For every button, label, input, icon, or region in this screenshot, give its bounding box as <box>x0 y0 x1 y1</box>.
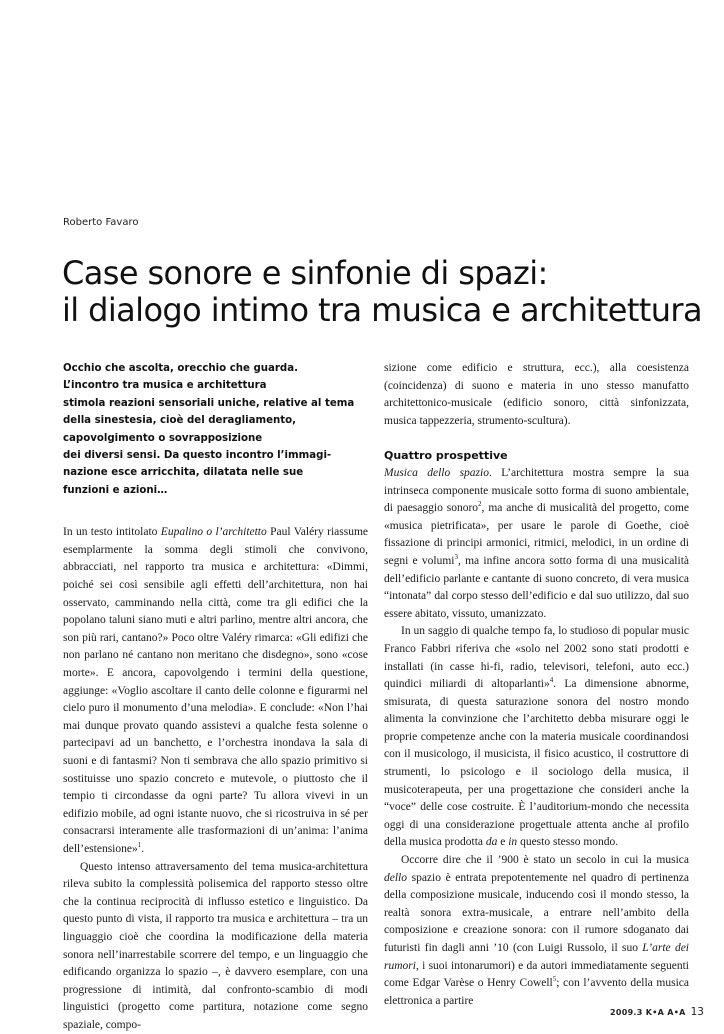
left-column <box>63 360 368 1034</box>
abstract-line: capovolgimento o sovrapposizione <box>63 432 263 444</box>
text-run: . La dimensione abnorme, smisurata, di questa saturazione sonora del nostro mondo alimenta la convinzione che l’architetto debba misurare oggi le proprie competenze anche con la materia musicale coordinandosi con il musicologo, il musicista, il fisico acustico, il costruttore di strumenti, lo psicologo e il sociologo della musica, il musicoterapeuta, per una progettazione che consideri anche la “voce” delle cose costruite. È l’auditorium-mondo che necessita oggi di una considerazione progettuale attenta anche al profilo della musica prodotta <box>384 678 689 849</box>
body-paragraph: Questo intenso attraversamento del tema musica-architettura rileva subito la complessità polisemica del rapporto stesso oltre che la continua reciprocità di influsso estetico e linguistico. Da questo punto di vista, il rapporto tra musica e architettura – tra un linguaggio cioè che coordina la modificazione della materia sonora nell’inarrestabile scorrere del tempo, e un linguaggio che edificando organizza lo spazio –, è davvero esemplare, con una progressione di intimità, dal confronto-scambio di modi linguistici (progetto come partitura, notazione come segno spaziale, compo- <box>63 860 368 1031</box>
abstract-line: della sinestesia, cioè del deragliamento, <box>63 415 297 427</box>
footnote-ref: 4 <box>549 676 554 685</box>
abstract-line: stimola reazioni sensoriali uniche, relative al tema <box>63 397 355 409</box>
text-run: , ma infine ancora sotto forma di una musicalità dell’edificio parlante e cantante di suono concreto, di vera musica “intonata” dal corpo stesso dell’edificio e dal suo utilizzo, dal suo essere abitato, vissuto, umanizzato. <box>384 554 689 620</box>
body-paragraph <box>384 465 689 623</box>
italic-word: dello <box>384 871 407 884</box>
text-run: In un saggio di qualche tempo fa, lo studioso di popular music Franco Fabbri riferiva che «solo nel 2002 sono stati prodotti e installati (in casse hi-fi, radio, televisori, telefoni, auto ecc.) quindici miliardi di altoparlanti» <box>384 625 689 691</box>
footnote-ref: 1 <box>137 841 142 850</box>
title-line-2: il dialogo intimo tra musica e architettura <box>62 291 702 329</box>
body-paragraph <box>63 524 368 858</box>
body-paragraph <box>384 852 689 1010</box>
text-run: , i suoi intonarumori) e da autori immediatamente seguenti come Edgar Varèse o Henry Cowell <box>384 959 689 990</box>
issue-label: 2009.3 K•A A•A <box>609 1008 686 1017</box>
text-run: e <box>497 836 509 849</box>
article-title <box>62 255 702 329</box>
page-number: 13 <box>690 1006 704 1018</box>
text-run: ; con l’avvento della musica elettronica a partire <box>384 977 689 1007</box>
author-name: Roberto Favaro <box>63 217 139 228</box>
abstract <box>63 360 368 499</box>
abstract-line: L’incontro tra musica e architettura <box>63 380 267 392</box>
page-footer <box>610 1000 704 1019</box>
text-run: spazio è entrata prepotentemente nel quadro di pertinenza della composizione musicale, inducendo così il mondo stesso, la realtà sonora extra-musicale, a entrare nell’ambito della composizione e creazione sonora: con il rumore sdoganato dai futuristi fin dagli anni ’10 (con Luigi Russolo, il suo <box>384 871 689 954</box>
text-run: . L’architettura mostra sempre la sua intrinseca componente musicale sotto forma di suono ambientale, di paesaggio sonoro <box>384 466 689 515</box>
abstract-line: dei diversi sensi. Da questo incontro l’immagi- <box>63 450 332 462</box>
title-line-1: Case sonore e sinfonie di spazi: <box>62 254 548 292</box>
subsection-lead: Musica dello spazio <box>384 466 489 479</box>
abstract-line: Occhio che ascolta, orecchio che guarda. <box>63 363 298 374</box>
abstract-line: funzioni e azioni… <box>63 484 168 496</box>
text-run: questo stesso mondo. <box>517 836 619 849</box>
italic-word: da <box>485 836 498 849</box>
book-title: Eupalino o l’architetto <box>160 526 267 539</box>
abstract-line: nazione esce arricchita, dilatata nelle sue <box>63 467 304 479</box>
body-paragraph <box>384 623 689 852</box>
text-run: Occorre dire che il ’900 è stato un secolo in cui la musica <box>401 854 689 867</box>
footnote-ref: 5 <box>552 975 557 984</box>
body-paragraph: sizione come edificio e struttura, ecc.), alla coesistenza (coincidenza) di suono e materia in uno stesso manufatto architettonico-musicale (edificio sonoro, città sinfonizzata, musica tappezzeria, strumento-scultura). <box>384 362 689 427</box>
text-run: , ma anche di musicalità del progetto, come «musica pietrificata», per usare le parole di Goethe, cioè fissazione di principi armonici, ritmici, melodici, in un ordine di segni e volumi <box>384 502 689 567</box>
footnote-ref: 3 <box>454 553 458 562</box>
text-run: In un testo intitolato <box>63 526 161 539</box>
footnote-ref: 2 <box>478 500 482 509</box>
text-run: . <box>141 842 145 855</box>
right-column <box>384 360 689 1010</box>
section-heading: Quattro prospettive <box>384 449 508 463</box>
book-title: L’arte dei rumori <box>384 942 690 972</box>
text-run: Paul Valéry riassume esemplarmente la somma degli stimoli che convivono, abbracciati, nel rapporto tra musica e architettura: «Dimmi, poiché sei così sensibile agli effetti dell’architettura, non hai osservato, camminando nella città, come tra gli edifici che la popolano taluni siano muti e altri parlino, mentre altri ancora, che son più rari, cantano?» Poco oltre Valéry rimarca: «Gli edifizi che non parlano né cantano non meritano che disdegno», sono «cose morte». E ancora, capovolgendo i termini della questione, aggiunge: «Voglio ascoltare il canto delle colonne e figurarmi nel cielo puro il monumento d’una melodia». E conclude: «Non l’hai mai dunque provato quando assistevi a qualche festa solenne o partecipavi ad un banchetto, e l’orchestra inondava la sala di suoni e di fantasmi? Non ti sembrava che allo spazio primitivo si sostituisse uno spazio concreto e mutevole, o piuttosto che il tempio ti circondasse da ogni parte? Tu allora vivevi in un edifizio mobile, ad ogni istante nuovo, che si ricostruiva in sé per consacrarsi interamente alle trasformazioni di un’anima: l’anima dell’estensione» <box>63 526 368 855</box>
italic-word: in <box>508 836 518 849</box>
